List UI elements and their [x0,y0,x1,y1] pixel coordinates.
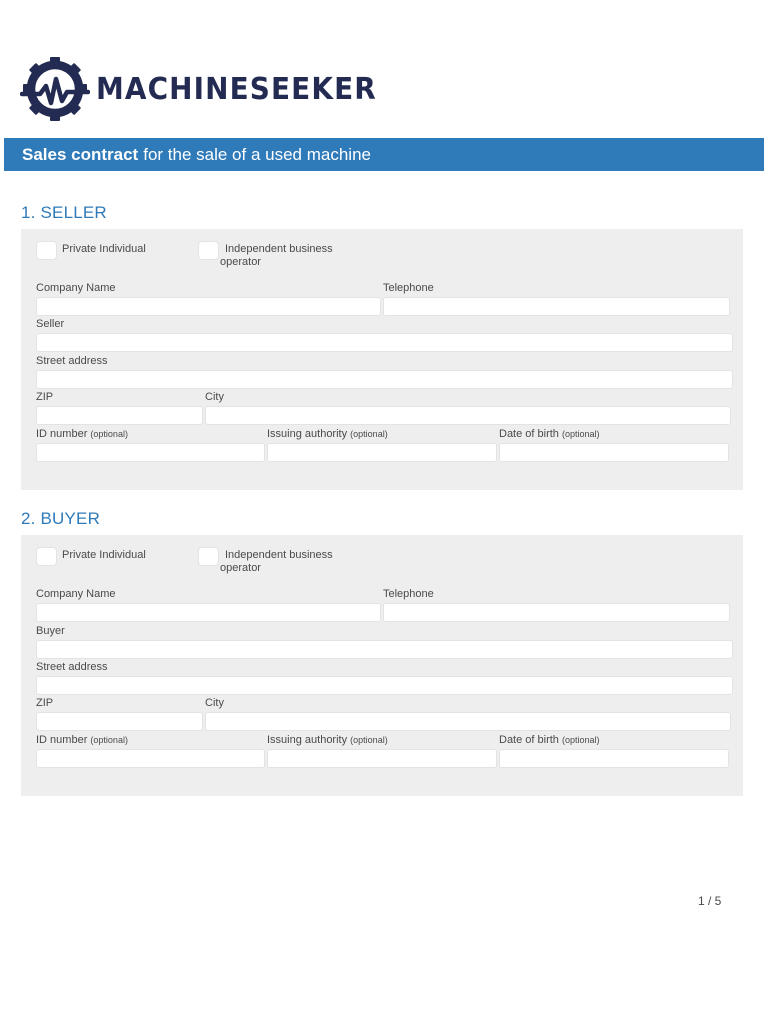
seller-company-name-label: Company Name [36,282,116,294]
buyer-id-label: ID number (optional) [36,734,128,746]
machineseeker-logo [20,56,398,122]
seller-telephone-label: Telephone [383,282,434,294]
title-rest: for the sale of a used machine [143,144,371,164]
buyer-company-name-field[interactable] [36,603,381,622]
seller-business-label-line1: Independent business [225,243,333,255]
seller-panel [21,229,743,490]
seller-city-field[interactable] [205,406,731,425]
buyer-telephone-label: Telephone [383,588,434,600]
document-title-bar [4,138,764,171]
buyer-dob-field[interactable] [499,749,729,768]
seller-dob-label: Date of birth (optional) [499,428,600,440]
buyer-city-field[interactable] [205,712,731,731]
gear-logo-icon [20,56,90,122]
buyer-telephone-field[interactable] [383,603,730,622]
seller-street-label: Street address [36,355,108,367]
buyer-dob-label: Date of birth (optional) [499,734,600,746]
seller-private-checkbox[interactable] [36,241,57,260]
buyer-street-field[interactable] [36,676,733,695]
buyer-id-field[interactable] [36,749,265,768]
seller-heading: 1. SELLER [21,203,107,222]
seller-zip-label: ZIP [36,391,54,403]
buyer-business-label-line2: operator [220,562,261,574]
page-number: 1 / 5 [698,894,722,908]
seller-private-label: Private Individual [62,243,146,255]
buyer-company-name-label: Company Name [36,588,116,600]
buyer-name-label: Buyer [36,625,65,637]
seller-business-label-line2: operator [220,256,261,268]
buyer-private-checkbox[interactable] [36,547,57,566]
buyer-name-field[interactable] [36,640,733,659]
buyer-zip-field[interactable] [36,712,203,731]
buyer-private-label: Private Individual [62,549,146,561]
buyer-issuing-label: Issuing authority (optional) [267,734,388,746]
logo-wordmark: MACHINESEEKER [96,71,377,107]
seller-city-label: City [205,391,224,403]
seller-name-field[interactable] [36,333,733,352]
seller-company-name-field[interactable] [36,297,381,316]
seller-issuing-field[interactable] [267,443,497,462]
seller-dob-field[interactable] [499,443,729,462]
seller-id-label: ID number (optional) [36,428,128,440]
buyer-business-checkbox[interactable] [198,547,219,566]
seller-street-field[interactable] [36,370,733,389]
buyer-business-label-line1: Independent business [225,549,333,561]
buyer-issuing-field[interactable] [267,749,497,768]
seller-issuing-label: Issuing authority (optional) [267,428,388,440]
buyer-panel [21,535,743,796]
seller-name-label: Seller [36,318,65,330]
buyer-zip-label: ZIP [36,697,54,709]
seller-telephone-field[interactable] [383,297,730,316]
seller-business-checkbox[interactable] [198,241,219,260]
buyer-heading: 2. BUYER [21,509,101,528]
seller-id-field[interactable] [36,443,265,462]
title-bold: Sales contract [22,144,139,164]
buyer-city-label: City [205,697,224,709]
buyer-street-label: Street address [36,661,108,673]
seller-zip-field[interactable] [36,406,203,425]
